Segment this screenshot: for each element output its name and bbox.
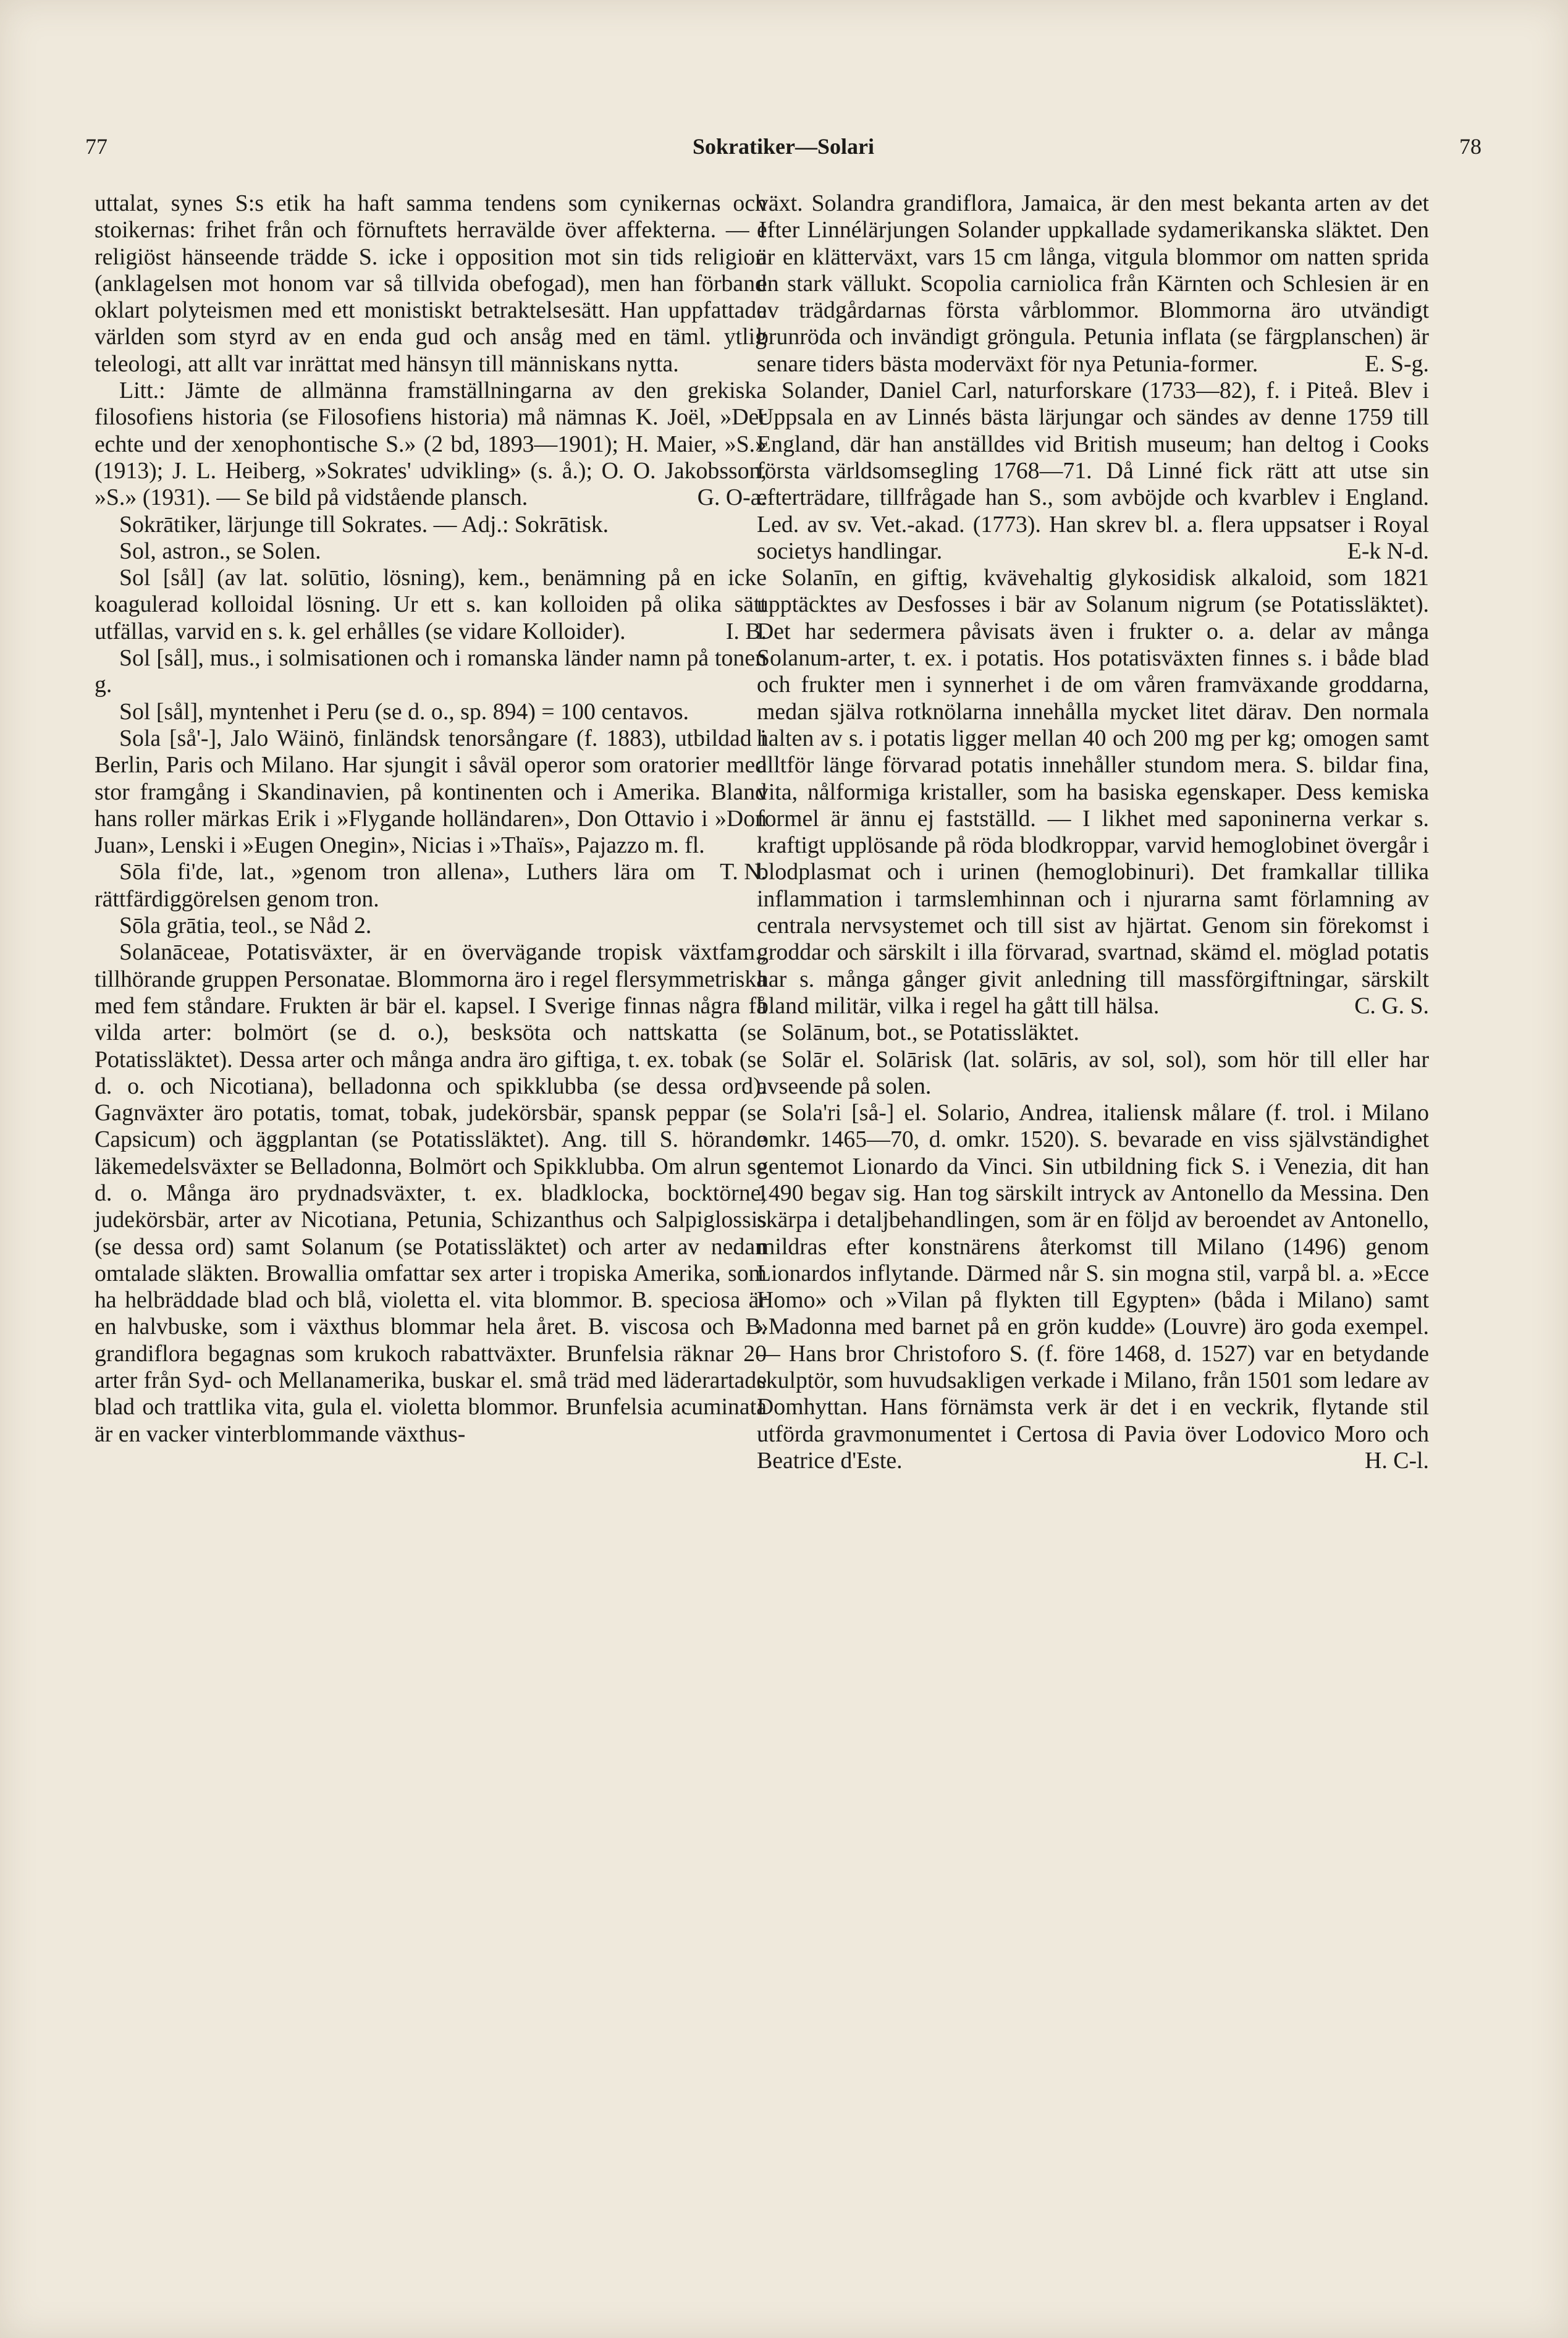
article-entry: Sol [sål] (av lat. solūtio, lösning), kem., benämning på en icke koagulerad kolloidal lösning. Ur ett s. kan kolloiden på olika sätt utfällas, varvid en s. k. gel erhålles (se vidare Kolloider). I. B. <box>95 565 767 644</box>
article-entry: Sola'ri [så-] el. Solario, Andrea, italiensk målare (f. trol. i Milano omkr. 1465—70, d. omkr. 1520). S. bevarade en viss självständighet gentemot Lionardo da Vinci. Sin utbildning fick S. i Venezia, dit han 1490 begav sig. Han tog särskilt intryck av Antonello da Messina. Den skärpa i detaljbehandlingen, som är en följd av beroendet av Antonello, mildras efter konstnärens återkomst till Milano (1496) genom Lionardos inflytande. Därmed når S. sin mogna stil, varpå bl. a. »Ecce Homo» och »Vilan på flykten till Egypten» (båda i Milano) samt »Madonna med barnet på en grön kudde» (Louvre) äro goda exempel. — Hans bror Christoforo S. (f. före 1468, d. 1527) var en betydande skulptör, som huvudsakligen verkade i Milano, från 1501 som ledare av Domhyttan. Hans förnämsta verk är det i en veckrik, flytande stil utförda gravmonumentet i Certosa di Pavia över Lodovico Moro och Beatrice d'Este. H. C-l. <box>757 1100 1429 1474</box>
author-signature: T. N. <box>720 859 767 885</box>
article-text: växt. Solandra grandiflora, Jamaica, är den mest bekanta arten av det efter Linnélärjungen Solander uppkallade sydamerikanska släktet. Den är en klätterväxt, vars 15 cm långa, vitgula blommor om natten sprida en stark vällukt. Scopolia carniolica från Kärnten och Schlesien är en av trädgårdarnas första vårblommor. Blommorna äro utvändigt brunröda och invändigt gröngula. Petunia inflata (se färgplanschen) är senare tiders bästa moderväxt för nya Petunia-former. E. S-g. <box>757 190 1429 377</box>
running-title: Sokratiker—Solari <box>693 134 874 159</box>
article-entry: Sōla grātia, teol., se Nåd 2. <box>119 913 372 939</box>
article-entry: Solār el. Solārisk (lat. solāris, av sol, sol), som hör till eller har avseende på solen. <box>757 1046 1429 1099</box>
author-signature: G. O-a. <box>697 484 767 511</box>
article-entry: Solānum, bot., se Potatissläktet. <box>782 1019 1079 1046</box>
article-entry: Solanāceae, Potatisväxter, är en övervägande tropisk växtfam., tillhörande gruppen Personatae. Blommorna äro i regel flersymmetriska med fem ståndare. Frukten är bär el. kapsel. I Sverige finnas några få vilda arter: bolmört (se d. o.), besksöta och nattskatta (se Potatissläktet). Dessa arter och många andra äro giftiga, t. ex. tobak (se d. o. och Nicotiana), belladonna och spikklubba (se dessa ord). Gagnväxter äro potatis, tomat, tobak, judekörsbär, spansk peppar (se Capsicum) och äggplantan (se Potatissläktet). Ang. till S. hörande läkemedelsväxter se Belladonna, Bolmört och Spikklubba. Om alrun se d. o. Många äro prydnadsväxter, t. ex. bladklocka, bocktörne, judekörsbär, arter av Nicotiana, Petunia, Schizanthus och Salpiglossis (se dessa ord) samt Solanum (se Potatissläktet) och arter av nedan omtalade släkten. Browallia omfattar sex arter i tropiska Amerika, som ha helbräddade blad och blå, violetta el. vita blommor. B. speciosa är en halvbuske, som i växthus blommar hela året. B. viscosa och B. grandiflora begagnas som krukoch rabattväxter. Brunfelsia räknar 20 arter från Syd- och Mellanamerika, buskar el. små träd med läderartade blad och trattlika vita, gula el. violetta blommor. Brunfelsia acuminata är en vacker vinterblommande växthus- <box>95 939 767 1447</box>
article-entry: Litt.: Jämte de allmänna framställningarna av den grekiska filosofiens historia (se Filosofiens historia) må nämnas K. Joël, »Der echte und der xenophontische S.» (2 bd, 1893—1901); H. Maier, »S.» (1913); J. L. Heiberg, »Sokrates' udvikling» (s. å.); O. O. Jakobsson, »S.» (1931). — Se bild på vidstående plansch. G. O-a. <box>95 378 767 511</box>
page-number-right: 78 <box>1459 134 1482 159</box>
right-column <box>757 190 1429 1474</box>
article-entry: Sokrātiker, lärjunge till Sokrates. — Adj.: Sokrātisk. <box>119 511 609 538</box>
author-signature: E. S-g. <box>1365 350 1429 377</box>
article-entry: Sola [så'-], Jalo Wäinö, finländsk tenorsångare (f. 1883), utbildad i Berlin, Paris och Milano. Har sjungit i såväl operor som oratorier med stor framgång i Skandinavien, på kontinenten och i Amerika. Bland hans roller märkas Erik i »Flygande holländaren», Don Ottavio i »Don Juan», Lenski i »Eugen Onegin», Nicias i »Thaïs», Pajazzo m. fl. T. N. <box>95 725 767 885</box>
author-signature: C. G. S. <box>1354 992 1429 1019</box>
article-entry: Solanīn, en giftig, kvävehaltig glykosidisk alkaloid, som 1821 upptäcktes av Desfosses i bär av Solanum nigrum (se Potatissläktet). Det har sedermera påvisats även i frukter o. a. delar av många Solanum-arter, t. ex. i potatis. Hos potatisväxten finnes s. i både blad och frukter men i synnerhet i de om våren framväxande groddarna, medan själva rotknölarna innehålla mycket litet därav. Den normala halten av s. i potatis ligger mellan 40 och 200 mg per kg; omogen samt alltför länge förvarad potatis innehåller stundom mera. S. bildar fina, vita, nålformiga kristaller, som ha basiska egenskaper. Dess kemiska formel är ännu ej fastställd. — I likhet med saponinerna verkar s. kraftigt upplösande på röda blodkroppar, varvid hemoglobinet övergår i blodplasmat och i urinen (hemoglobinuri). Det framkallar tillika inflammation i tarmslemhinnan och i njurarna samt förlamning av centrala nervsystemet och till sist av hjärtat. Genom sin förekomst i groddar och särskilt i illa förvarad, svartnad, skämd el. möglad potatis har s. många gånger givit anledning till massförgiftningar, särskilt bland militär, vilka i regel ha gått till hälsa. C. G. S. <box>757 565 1429 1019</box>
page-header <box>85 133 1482 171</box>
article-entry: Sol [sål], myntenhet i Peru (se d. o., sp. 894) = 100 centavos. <box>119 698 689 725</box>
article-entry: Sōla fi'de, lat., »genom tron allena», Luthers lära om rättfärdiggörelsen genom tron. <box>95 859 696 912</box>
article-entry: Sol [sål], mus., i solmisationen och i romanska länder namn på tonen g. <box>95 645 767 698</box>
article-text: uttalat, synes S:s etik ha haft samma tendens som cynikernas och stoikernas: frihet från och förnuftets herravälde över affekterna. — I religiöst hänseende trädde S. icke i opposition mot sin tids religion (anklagelsen mot honom var så tillvida obefogad), men han förband oklart polyteismen med ett monistiskt betraktelsesätt. Han uppfattade världen som styrd av en enda gud och ansåg med en täml. ytlig teleologi, att allt var inrättat med hänsyn till människans nytta. <box>95 190 767 377</box>
author-signature: I. B. <box>725 618 767 644</box>
author-signature: H. C-l. <box>1365 1447 1429 1474</box>
article-entry: Solander, Daniel Carl, naturforskare (1733—82), f. i Piteå. Blev i Uppsala en av Linnés bästa lärjungar och sändes av denne 1759 till England, där han anställdes vid British museum; han deltog i Cooks första världsomsegling 1768—71. Då Linné fick rätt att utse sin efterträdare, tillfrågade han S., som avböjde och kvarblev i England. Led. av sv. Vet.-akad. (1773). Han skrev bl. a. flera uppsatser i Royal societys handlingar. E-k N-d. <box>757 378 1429 564</box>
page-number-left: 77 <box>85 134 107 159</box>
author-signature: E-k N-d. <box>1347 538 1429 564</box>
article-entry: Sol, astron., se Solen. <box>119 538 321 564</box>
left-column <box>95 190 767 1448</box>
